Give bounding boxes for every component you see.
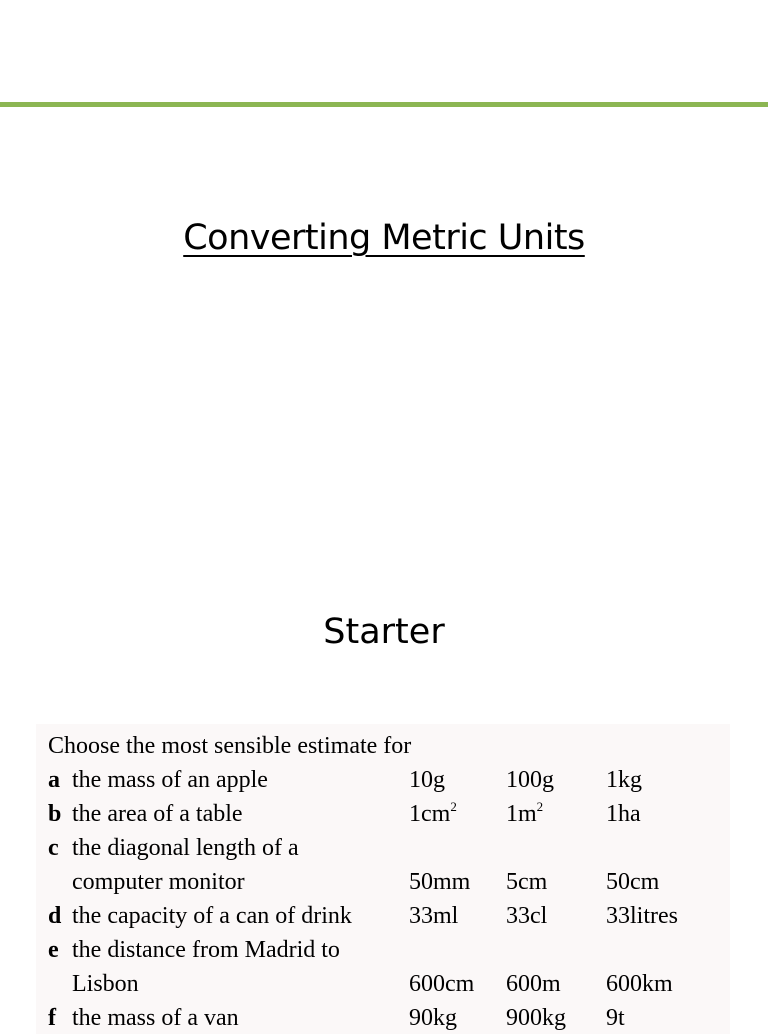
- question-letter: f: [48, 1005, 56, 1031]
- unit-exponent: 2: [450, 799, 457, 814]
- question-letter: a: [48, 767, 60, 793]
- exercise-line: [36, 865, 730, 899]
- answer-value: 1kg: [606, 767, 642, 793]
- answer-value: 600m: [506, 971, 561, 997]
- exercise-panel: [36, 724, 730, 1034]
- question-letter: e: [48, 937, 59, 963]
- answer-value: 1m: [506, 801, 537, 827]
- question-text: the capacity of a can of drink: [72, 903, 352, 929]
- question-text: the area of a table: [72, 801, 243, 827]
- question-letter: b: [48, 801, 62, 827]
- answer-option: [409, 797, 457, 831]
- question-text: the mass of an apple: [72, 767, 268, 793]
- answer-value: 33cl: [506, 903, 548, 929]
- question-text: computer monitor: [72, 869, 245, 895]
- answer-value: 100g: [506, 767, 554, 793]
- exercise-line: [36, 899, 730, 933]
- question-text: the diagonal length of a: [72, 835, 299, 861]
- answer-option: [506, 763, 554, 797]
- answer-option: [409, 967, 474, 1001]
- question-letter: c: [48, 835, 59, 861]
- header-divider-line: [0, 102, 768, 107]
- answer-value: 90kg: [409, 1005, 457, 1031]
- exercise-line: [36, 797, 730, 831]
- answer-value: 33ml: [409, 903, 459, 929]
- answer-value: 1cm: [409, 801, 451, 827]
- answer-value: 10g: [409, 767, 445, 793]
- question-text: Lisbon: [72, 971, 139, 997]
- answer-option: [506, 865, 547, 899]
- answer-option: [606, 865, 659, 899]
- answer-option: [606, 899, 678, 933]
- exercise-line: [36, 967, 730, 1001]
- answer-option: [606, 763, 642, 797]
- question-text: the distance from Madrid to: [72, 937, 340, 963]
- exercise-line: [36, 763, 730, 797]
- answer-option: [506, 899, 547, 933]
- exercise-line: [36, 1001, 730, 1034]
- answer-value: 9t: [606, 1005, 625, 1031]
- exercise-instruction: Choose the most sensible estimate for: [48, 733, 412, 759]
- answer-option: [606, 967, 673, 1001]
- answer-option: [606, 797, 641, 831]
- answer-option: [606, 1001, 625, 1034]
- question-text: the mass of a van: [72, 1005, 239, 1031]
- answer-option: [409, 899, 458, 933]
- answer-option: [409, 763, 445, 797]
- answer-option: [409, 865, 470, 899]
- answer-value: 50cm: [606, 869, 660, 895]
- answer-value: 1ha: [606, 801, 641, 827]
- unit-exponent: 2: [536, 799, 544, 814]
- answer-value: 5cm: [506, 869, 548, 895]
- answer-option: [409, 1001, 457, 1034]
- answer-value: 600km: [606, 971, 673, 997]
- answer-option: [506, 1001, 566, 1034]
- answer-option: [506, 797, 543, 831]
- answer-value: 33litres: [606, 903, 678, 929]
- exercise-line: [36, 933, 730, 967]
- section-heading: Starter: [323, 612, 445, 652]
- exercise-line: [36, 831, 730, 865]
- slide-title: Converting Metric Units: [183, 218, 585, 258]
- answer-value: 600cm: [409, 971, 475, 997]
- answer-value: 900kg: [506, 1005, 566, 1031]
- answer-option: [506, 967, 561, 1001]
- question-letter: d: [48, 903, 62, 929]
- answer-value: 50mm: [409, 869, 471, 895]
